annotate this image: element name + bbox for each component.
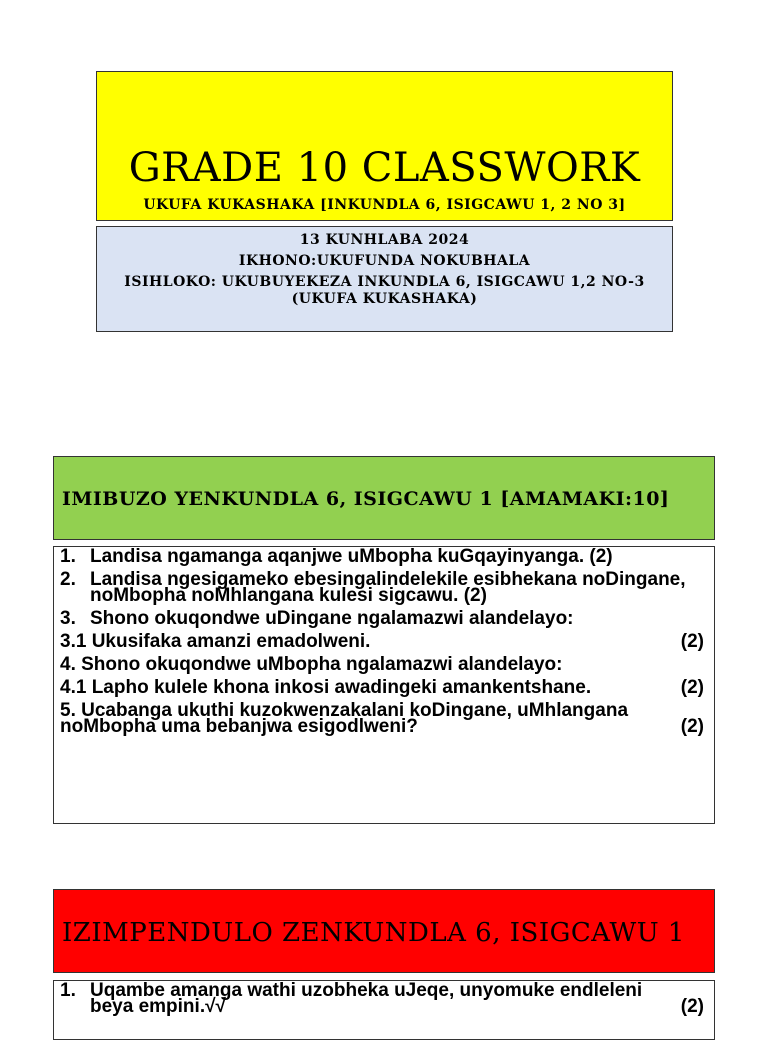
question-text: 4.1 Lapho kulele khona inkosi awadingeki amankentshane. bbox=[60, 677, 592, 698]
answer-item bbox=[60, 980, 706, 1017]
question-text: Landisa ngesigameko ebesingalindelekile esibhekana noDingane, noMbopha noMhlangana kulesi sigcawu. (2) bbox=[90, 569, 686, 606]
answers-header bbox=[53, 889, 715, 973]
question-text: Landisa ngamanga aqanjwe uMbopha kuGqayinyanga. (2) bbox=[90, 546, 613, 567]
question-item bbox=[60, 608, 706, 629]
page-subtitle: UKUFA KUKASHAKA [INKUNDLA 6, ISIGCAWU 1, 2 NO 3] bbox=[143, 197, 626, 213]
answers-heading: IZIMPENDULO ZENKUNDLA 6, ISIGCAWU 1 bbox=[62, 918, 685, 948]
question-item bbox=[60, 677, 706, 698]
questions-list bbox=[53, 546, 715, 824]
question-text: 4. Shono okuqondwe uMbopha ngalamazwi alandelayo: bbox=[60, 654, 563, 675]
answers-list bbox=[53, 980, 715, 1040]
question-item bbox=[60, 700, 706, 737]
question-number: 3. bbox=[60, 608, 76, 629]
question-item bbox=[60, 654, 706, 675]
question-number: 1. bbox=[60, 546, 76, 567]
topic-label: ISIHLOKO: UKUBUYEKEZA INKUNDLA 6, ISIGCAWU 1,2 NO-3 (UKUFA KUKASHAKA) bbox=[124, 274, 645, 307]
question-mark: (2) bbox=[680, 677, 704, 698]
questions-heading: IMIBUZO YENKUNDLA 6, ISIGCAWU 1 [AMAMAKI:10] bbox=[62, 488, 670, 510]
question-number: 2. bbox=[60, 569, 76, 590]
question-mark: (2) bbox=[680, 716, 704, 737]
question-text: Shono okuqondwe uDingane ngalamazwi alandelayo: bbox=[90, 608, 574, 629]
question-mark: (2) bbox=[680, 631, 704, 652]
question-text: 3.1 Ukusifaka amanzi emadolweni. bbox=[60, 631, 371, 652]
question-text: 5. Ucabanga ukuthi kuzokwenzakalani koDingane, uMhlangana noMbopha uma bebanjwa esigodlweni? bbox=[60, 700, 629, 737]
question-item bbox=[60, 569, 706, 606]
page-title: GRADE 10 CLASSWORK bbox=[128, 145, 641, 191]
date-label: 13 KUNHLABA 2024 bbox=[299, 232, 470, 248]
answer-text: Uqambe amanga wathi uzobheka uJeqe, unyomuke endleleni beya empini.√√ bbox=[90, 980, 643, 1017]
info-panel bbox=[96, 226, 673, 332]
question-item bbox=[60, 546, 706, 567]
questions-header bbox=[53, 456, 715, 540]
answer-number: 1. bbox=[60, 980, 76, 1001]
answer-mark: (2) bbox=[680, 996, 704, 1017]
question-item bbox=[60, 631, 706, 652]
skill-label: IKHONO:UKUFUNDA NOKUBHALA bbox=[238, 253, 531, 269]
title-banner bbox=[96, 71, 673, 221]
